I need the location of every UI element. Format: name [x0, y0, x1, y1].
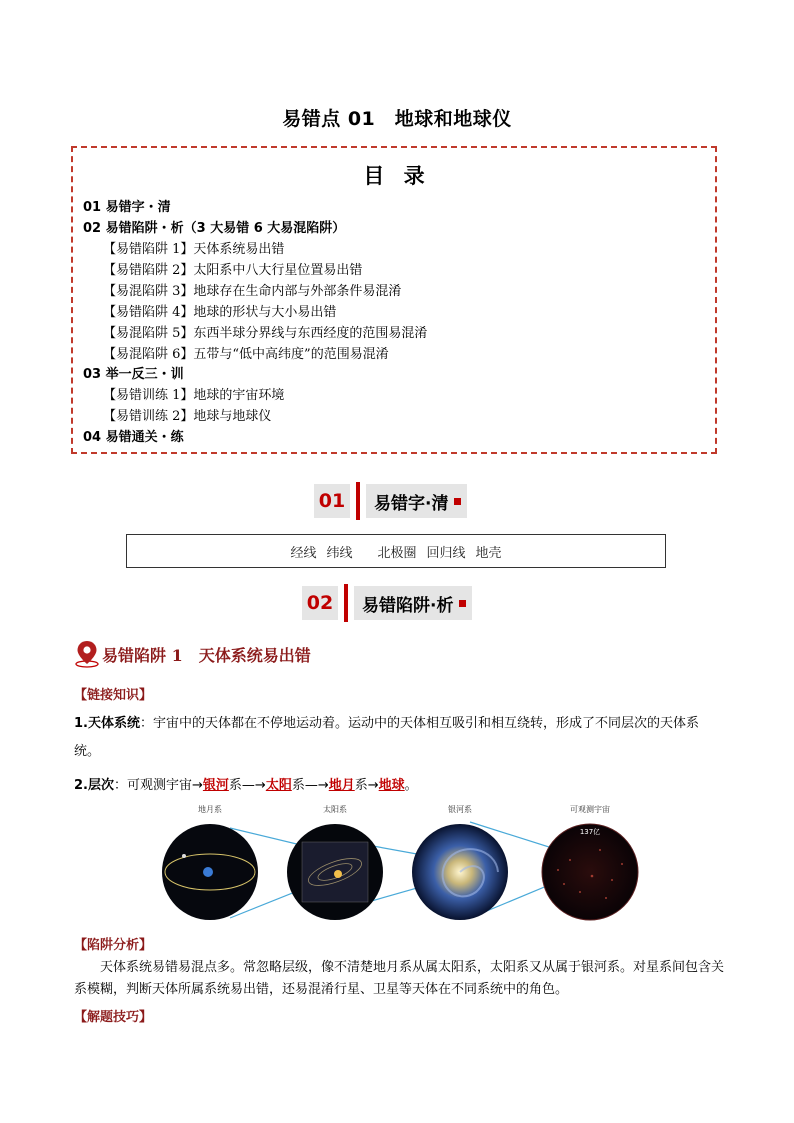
toc-heading: 目 录: [363, 164, 431, 188]
word-item: 纬线: [326, 545, 353, 561]
figure-label: 太阳系: [323, 805, 347, 814]
trap-analysis-label: 【陷阱分析】: [74, 938, 153, 953]
section-number: 02: [302, 586, 338, 620]
section-divider: [344, 584, 348, 622]
celestial-hierarchy-figure: [160, 800, 640, 926]
highlight-milky-way: 银河: [202, 778, 229, 793]
section-title-text: 易错陷阱·析: [362, 595, 454, 616]
toc-subsection-entry[interactable]: 【易混陷阱 6】五带与“低中高纬度”的范围易混淆: [103, 347, 389, 362]
universe-badge: 137亿: [579, 828, 601, 836]
highlight-earth: 地球: [378, 778, 405, 793]
toc-subsection-entry[interactable]: 【易错训练 1】地球的宇宙环境: [103, 388, 285, 403]
levels-text: 系—→: [228, 778, 266, 793]
word-item: 北极圈: [377, 545, 417, 561]
term-levels: 2.层次: [74, 778, 114, 793]
section-divider: [356, 482, 360, 520]
section-02-header: [302, 584, 472, 622]
square-bullet-icon: [459, 600, 466, 607]
levels-text: ：可观测宇宙→: [113, 778, 203, 793]
earth-icon: [203, 867, 213, 877]
moon-icon: [182, 854, 186, 858]
toc-subsection-entry[interactable]: 【易混陷阱 5】东西半球分界线与东西经度的范围易混淆: [103, 326, 428, 341]
toc-section-entry[interactable]: 02 易错陷阱・析（3 大易错 6 大易混陷阱）: [83, 221, 346, 236]
highlight-solar: 太阳: [265, 778, 292, 793]
levels-text: 。: [404, 778, 418, 793]
toc-section-entry[interactable]: 04 易错通关・练: [83, 430, 184, 445]
section-01-header: [314, 482, 467, 520]
toc-section-entry[interactable]: 01 易错字・清: [83, 200, 171, 215]
toc-subsection-entry[interactable]: 【易错陷阱 4】地球的形状与大小易出错: [103, 305, 337, 320]
toc-subsection-entry[interactable]: 【易混陷阱 3】地球存在生命内部与外部条件易混淆: [103, 284, 402, 299]
trap-analysis-text: 天体系统易错易混点多。常忽略层级，像不清楚地月系从属太阳系，太阳系又从属于银河系。对星系间包含关系模糊，判断天体所属系统易出错，还易混淆行星、卫星等天体在不同系统中的角色。: [74, 960, 725, 997]
word-item: 地壳: [475, 545, 502, 561]
word-item: 经线: [290, 545, 317, 561]
map-pin-icon: [74, 640, 100, 668]
trap-1-heading: [74, 640, 311, 668]
page-title: 易错点 01 地球和地球仪: [282, 108, 512, 130]
link-knowledge-label: 【链接知识】: [74, 688, 153, 703]
highlight-earth-moon: 地月: [328, 778, 355, 793]
paragraph-text: ：宇宙中的天体都在不停地运动着。运动中的天体相互吸引和相互绕转，形成了不同层次的天体系统。: [74, 716, 699, 759]
trap-1-title: 易错陷阱 1 天体系统易出错: [102, 645, 311, 665]
paragraph-levels: [74, 772, 724, 800]
section-title: [354, 586, 472, 620]
square-bullet-icon: [454, 498, 461, 505]
term-celestial-system: 1.天体系统: [74, 716, 140, 731]
figure-label: 银河系: [448, 805, 472, 814]
section-title: [366, 484, 467, 518]
paragraph-celestial-system: [74, 710, 724, 766]
levels-text: 系—→: [291, 778, 329, 793]
solution-tips-label: 【解题技巧】: [74, 1010, 153, 1025]
levels-text: 系→: [354, 778, 379, 793]
toc-subsection-entry[interactable]: 【易错训练 2】地球与地球仪: [103, 409, 272, 424]
word-item: 回归线: [426, 545, 466, 561]
toc-subsection-entry[interactable]: 【易错陷阱 1】天体系统易出错: [103, 242, 285, 257]
section-title-text: 易错字·清: [374, 493, 449, 514]
toc-subsection-entry[interactable]: 【易错陷阱 2】太阳系中八大行星位置易出错: [103, 263, 363, 278]
section-number: 01: [314, 484, 350, 518]
toc-section-entry[interactable]: 03 举一反三・训: [83, 367, 184, 382]
sun-icon: [334, 870, 342, 878]
figure-label: 地月系: [198, 805, 222, 814]
figure-label: 可观测宇宙: [570, 805, 610, 814]
error-words-box: [126, 534, 666, 568]
